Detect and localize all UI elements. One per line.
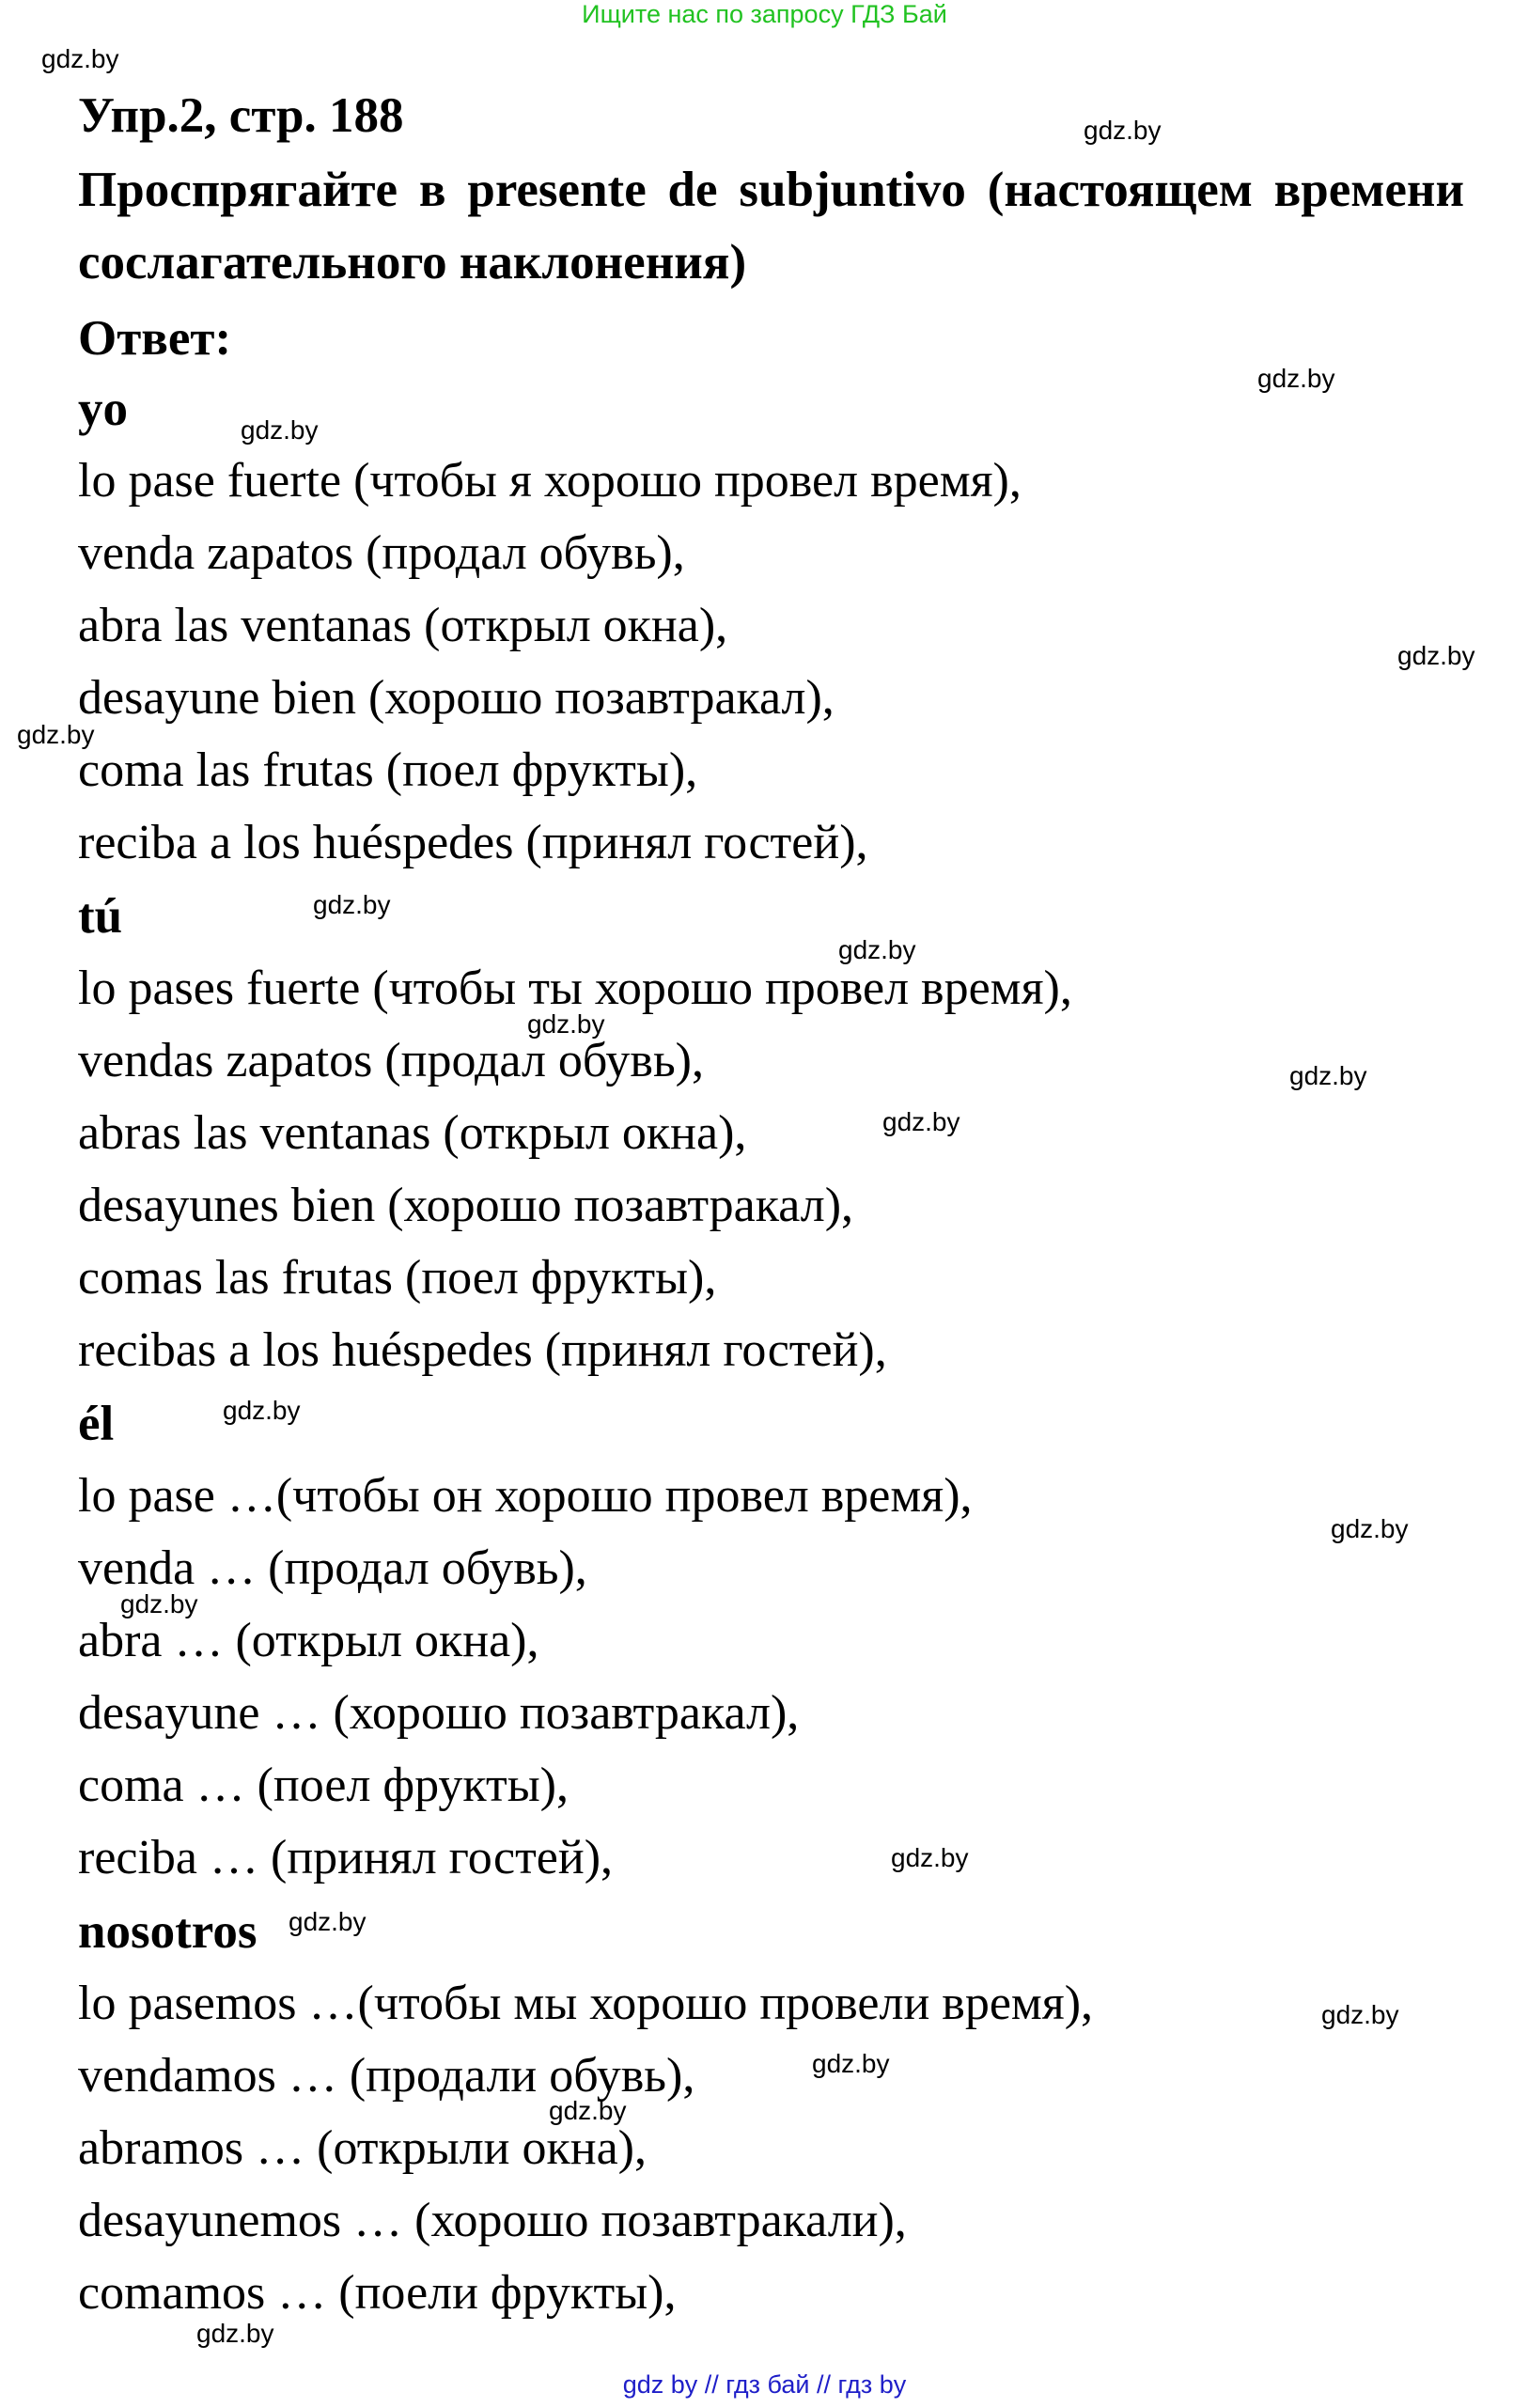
conjugation-line: desayunemos … (хорошо позавтракали),: [78, 2194, 907, 2247]
watermark: gdz.by: [241, 415, 319, 445]
watermark: gdz.by: [1321, 2000, 1399, 2029]
conjugation-line: lo pase …(чтобы он хорошо провел время),: [78, 1469, 973, 1523]
pronoun-tu: tú: [78, 889, 123, 944]
conjugation-line: vendas zapatos (продал обувь),: [78, 1034, 704, 1087]
conjugation-line: venda zapatos (продал обувь),: [78, 526, 685, 580]
watermark: gdz.by: [549, 2096, 627, 2125]
watermark: gdz.by: [1257, 364, 1335, 393]
conjugation-line: abramos … (открыли окна),: [78, 2121, 647, 2175]
conjugation-line: abras las ventanas (открыл окна),: [78, 1106, 747, 1160]
conjugation-line: lo pases fuerte (чтобы ты хорошо провел время),: [78, 962, 1072, 1015]
conjugation-line: desayunes bien (хорошо позавтракал),: [78, 1179, 854, 1232]
watermark: gdz.by: [838, 935, 916, 964]
conjugation-line: recibas a los huéspedes (принял гостей),: [78, 1323, 887, 1377]
watermark: gdz.by: [223, 1396, 301, 1425]
watermark: gdz.by: [120, 1589, 198, 1618]
conjugation-line: venda … (продал обувь),: [78, 1541, 587, 1595]
watermark: gdz.by: [196, 2319, 274, 2348]
watermark: gdz.by: [1397, 641, 1475, 670]
watermark: gdz.by: [1289, 1061, 1367, 1090]
answer-label: Ответ:: [78, 311, 232, 366]
conjugation-line: desayune bien (хорошо позавтракал),: [78, 671, 835, 725]
conjugation-line: lo pase fuerte (чтобы я хорошо провел время),: [78, 454, 1022, 508]
conjugation-line: abra … (открыл окна),: [78, 1614, 539, 1667]
watermark: gdz.by: [17, 720, 95, 749]
conjugation-line: comas las frutas (поел фрукты),: [78, 1251, 717, 1305]
conjugation-line: coma … (поел фрукты),: [78, 1759, 569, 1812]
watermark: gdz.by: [527, 1009, 605, 1039]
watermark: gdz.by: [812, 2049, 890, 2078]
watermark: gdz.by: [882, 1107, 960, 1136]
conjugation-line: vendamos … (продали обувь),: [78, 2049, 695, 2103]
watermark: gdz.by: [41, 44, 119, 73]
pronoun-el: él: [78, 1397, 115, 1451]
conjugation-line: lo pasemos …(чтобы мы хорошо провели время),: [78, 1977, 1094, 2030]
conjugation-line: reciba a los huéspedes (принял гостей),: [78, 816, 868, 869]
task-text: Проспрягайте в presente de subjuntivo (настоящем времени сослагательного наклонения): [78, 163, 1464, 289]
exercise-title: Упр.2, стр. 188: [78, 88, 404, 143]
conjugation-line: desayune … (хорошо позавтракал),: [78, 1686, 800, 1740]
conjugation-line: coma las frutas (поел фрукты),: [78, 743, 698, 797]
watermark: gdz.by: [289, 1907, 367, 1936]
footer-links[interactable]: gdz by // гдз бай // гдз by: [622, 2370, 907, 2399]
watermark: gdz.by: [1331, 1514, 1409, 1543]
watermark: gdz.by: [1084, 116, 1162, 145]
pronoun-yo: yo: [78, 382, 128, 436]
conjugation-line: reciba … (принял гостей),: [78, 1831, 614, 1884]
pronoun-nosotros: nosotros: [78, 1904, 257, 1959]
conjugation-line: abra las ventanas (открыл окна),: [78, 599, 728, 652]
watermark: gdz.by: [891, 1843, 969, 1872]
conjugation-line: comamos … (поели фрукты),: [78, 2266, 677, 2320]
watermark: gdz.by: [313, 890, 391, 919]
top-banner[interactable]: Ищите нас по запросу ГДЗ Бай: [582, 0, 947, 28]
